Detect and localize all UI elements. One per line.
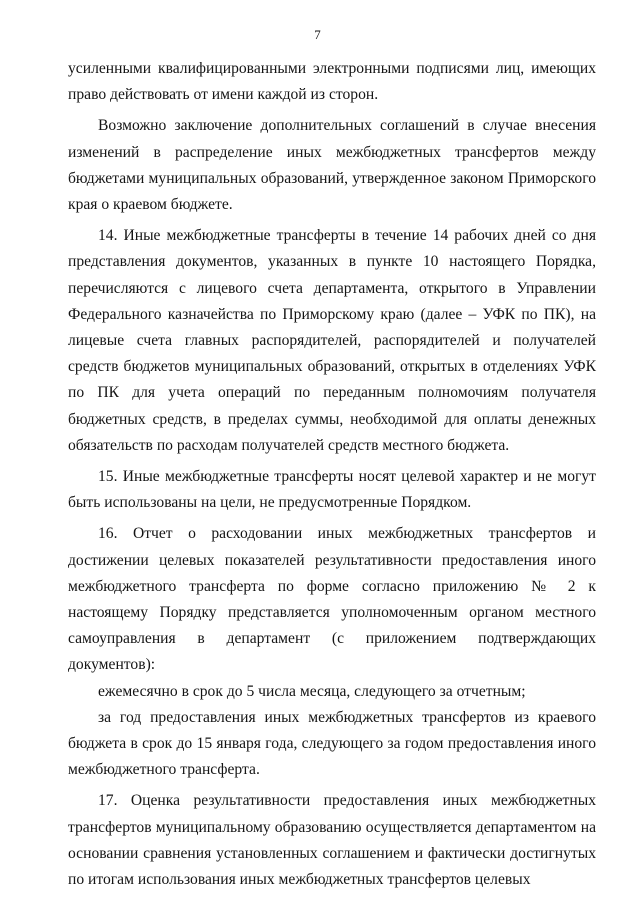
paragraph-signatures: усиленными квалифицированными электронными подписями лиц, имеющих право действовать от имени каждой из сторон.: [68, 60, 596, 104]
paragraph-clause-17: 17. Оценка результативности предоставления иных межбюджетных трансфертов муниципальному образованию осуществляется департаментом на основании сравнения установленных соглашением и фактически достигнутых по итогам использования иных межбюджетных трансфертов целевых: [68, 792, 596, 889]
paragraph-clause-15: 15. Иные межбюджетные трансферты носят целевой характер и не могут быть использованы на цели, не предусмотренные Порядком.: [68, 468, 596, 512]
paragraph-monthly-report: ежемесячно в срок до 5 числа месяца, следующего за отчетным;: [98, 682, 526, 700]
paragraph-annual-report: за год предоставления иных межбюджетных трансфертов из краевого бюджета в срок до 15 января года, следующего за годом предоставления иного межбюджетного трансферта.: [68, 708, 596, 779]
body-text: [68, 56, 596, 893]
page-number: 7: [314, 27, 321, 42]
paragraph-additional-agreements: Возможно заключение дополнительных соглашений в случае внесения изменений в распределение иных межбюджетных трансфертов между бюджетами муниципальных образований, утвержденное законом Приморского края о краевом бюджете.: [68, 117, 596, 214]
paragraph-clause-16: 16. Отчет о расходовании иных межбюджетных трансфертов и достижении целевых показателей результативности предоставления иного межбюджетного трансферта по форме согласно приложению № 2 к настоящему Порядку представляется уполномоченным органом местного самоуправления в департамент (с приложением подтверждающих документов):: [68, 525, 596, 674]
paragraph-clause-14: 14. Иные межбюджетные трансферты в течение 14 рабочих дней со дня представления документов, указанных в пункте 10 настоящего Порядка, перечисляются с лицевого счета департамента, открытого в Управлении Федерального казначейства по Приморскому краю (далее – УФК по ПК), на лицевые счета главных распорядителей, распорядителей и получателей средств бюджетов муниципальных образований, открытых в отделениях УФК по ПК для учета операций по переданным полномочиям получателя бюджетных средств, в пределах суммы, необходимой для оплаты денежных обязательств по расходам получателей средств местного бюджета.: [68, 227, 596, 454]
